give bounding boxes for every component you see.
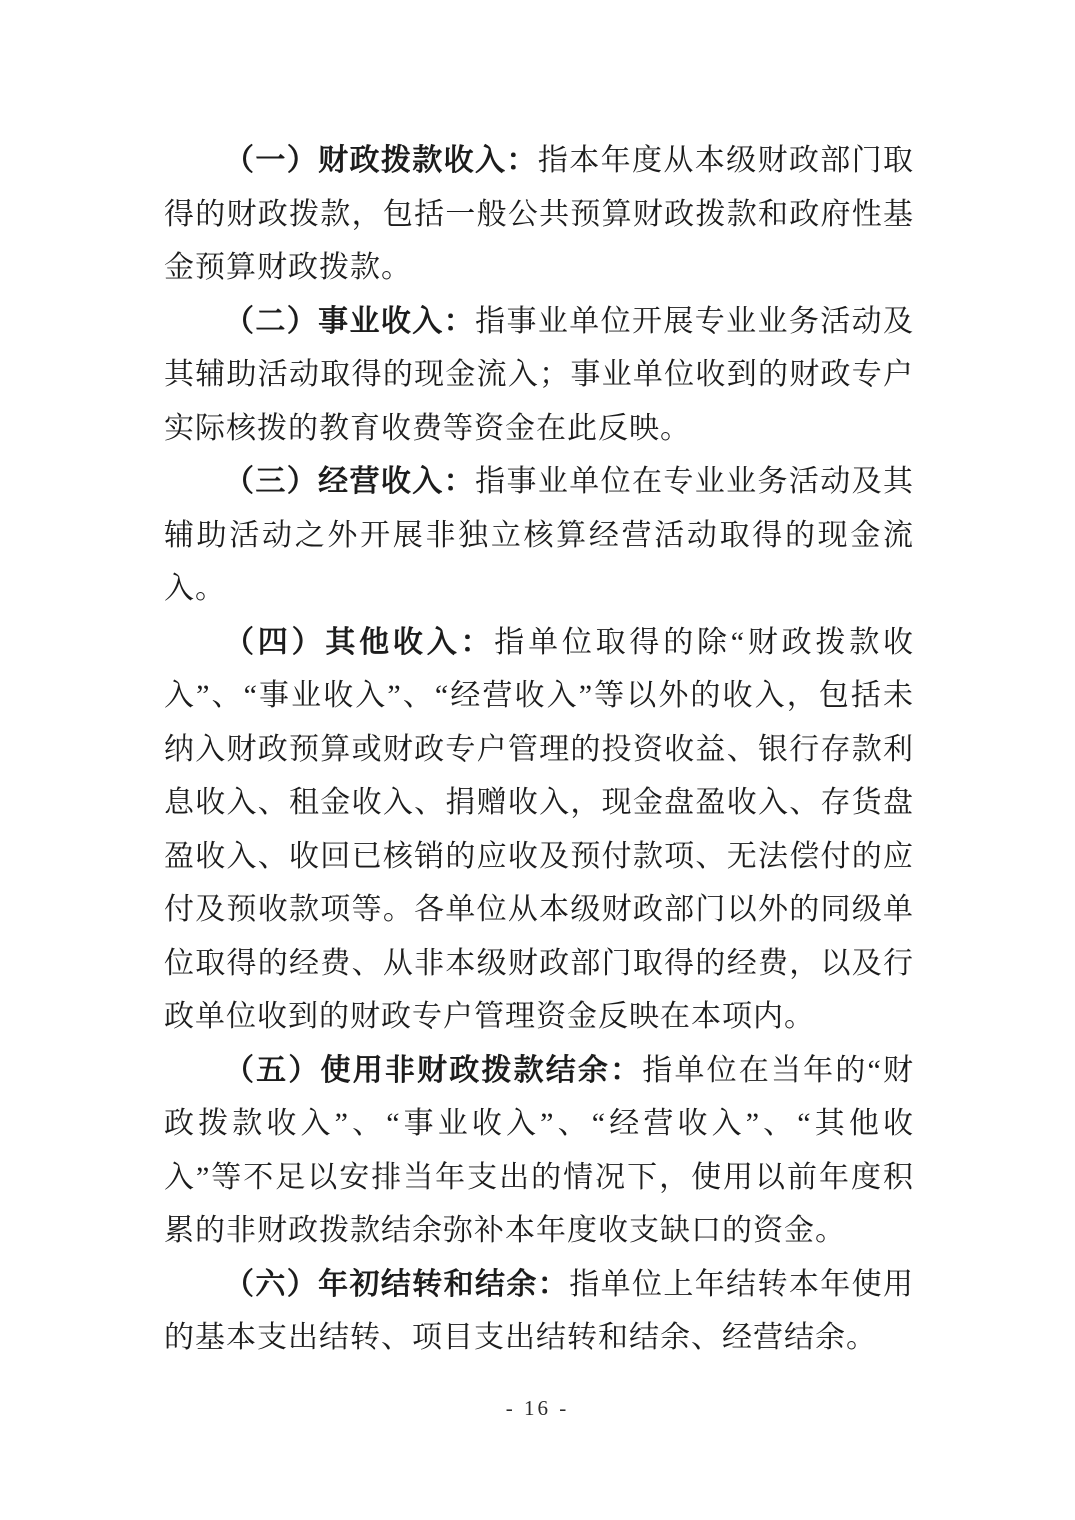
paragraph-heading: （五）使用非财政拨款结余： [224,1053,643,1087]
paragraph-heading: （六）年初结转和结余： [224,1267,570,1301]
paragraph-heading: （一）财政拨款收入： [224,144,538,177]
page-footer [0,1396,1075,1421]
paragraph-body: 指单位上年结转本年使用的基本支出结转、项目支出结转和结余、经营结余。 [164,1267,915,1354]
paragraph-body: 指事业单位在专业业务活动及其辅助活动之外开展非独立核算经营活动取得的现金流入。 [164,465,915,605]
paragraph-other-income [164,616,914,1044]
paragraph-body: 指单位在当年的“财政拨款收入”、“事业收入”、“经营收入”、“其他收入”等不足以安排当年支出的情况下，使用以前年度积累的非财政拨款结余弥补本年度收支缺口的资金。 [164,1053,914,1247]
paragraph-non-fiscal-surplus-use [164,1044,914,1258]
paragraph-heading: （二）事业收入： [224,304,476,338]
paragraph-fiscal-appropriation-income [164,134,914,295]
paragraph-body: 指单位取得的除“财政拨款收入”、“事业收入”、“经营收入”等以外的收入，包括未纳入财政预算或财政专户管理的投资收益、银行存款利息收入、租金收入、捐赠收入，现金盘盈收入、存货盘盈收入、收回已核销的应收及预付款项、无法偿付的应付及预收款项等。各单位从本级财政部门以外的同级单位取得的经费、从非本级财政部门取得的经费，以及行政单位收到的财政专户管理资金反映在本项内。 [164,625,914,1033]
paragraph-body: 指本年度从本级财政部门取得的财政拨款，包括一般公共预算财政拨款和政府性基金预算财政拨款。 [164,144,915,284]
page-number: - 16 - [505,1396,570,1420]
paragraph-year-begin-carryover [164,1258,914,1365]
paragraph-body: 指事业单位开展专业业务活动及其辅助活动取得的现金流入；事业单位收到的财政专户实际核拨的教育收费等资金在此反映。 [164,304,915,445]
paragraph-institution-income [164,295,914,456]
paragraph-heading: （四）其他收入： [224,625,495,659]
paragraph-operating-income [164,455,914,616]
document-content [164,134,914,1365]
paragraph-heading: （三）经营收入： [224,465,476,498]
